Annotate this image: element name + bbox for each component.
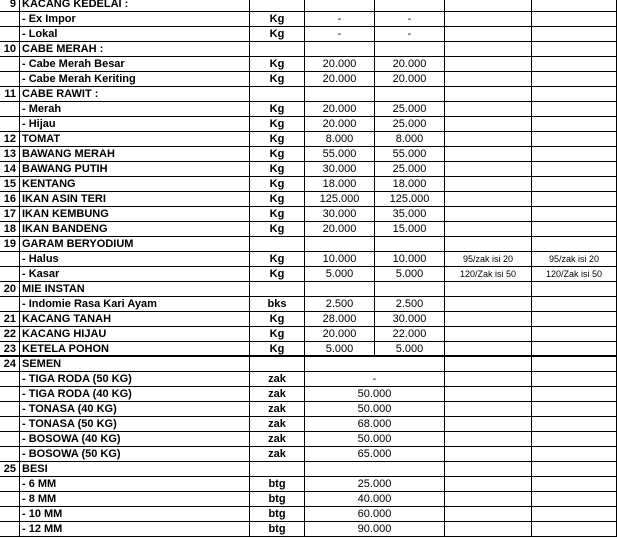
row-number-cell[interactable]: 16	[0, 192, 20, 207]
row-number-cell[interactable]: 22	[0, 327, 20, 342]
item-name-cell[interactable]: - Hijau	[20, 117, 250, 132]
table-row	[0, 312, 617, 327]
price-cell[interactable]: 20.000	[305, 57, 375, 72]
unit-cell[interactable]: Kg	[250, 312, 305, 327]
unit-cell[interactable]	[250, 0, 305, 12]
note-cell[interactable]	[445, 522, 532, 537]
price-cell[interactable]: 5.000	[305, 342, 375, 357]
price-cell[interactable]: 8.000	[375, 132, 445, 147]
unit-cell[interactable]	[250, 87, 305, 102]
price-cell[interactable]: 35.000	[375, 207, 445, 222]
note-cell[interactable]	[445, 237, 532, 252]
table-row	[0, 252, 617, 267]
price-cell[interactable]: -	[375, 27, 445, 42]
price-cell[interactable]: 28.000	[305, 312, 375, 327]
table-row	[0, 162, 617, 177]
note-cell[interactable]	[445, 207, 532, 222]
row-number-cell[interactable]: 9	[0, 0, 20, 12]
row-number-cell[interactable]: 23	[0, 342, 20, 357]
note-cell[interactable]	[445, 57, 532, 72]
item-name-cell[interactable]: - Kasar	[20, 267, 250, 282]
note-cell[interactable]	[532, 102, 617, 117]
table-row	[0, 462, 617, 477]
price-cell[interactable]: 40.000	[305, 492, 445, 507]
item-name-cell[interactable]: - 10 MM	[20, 507, 250, 522]
unit-cell[interactable]: zak	[250, 447, 305, 462]
note-cell[interactable]	[532, 507, 617, 522]
table-row	[0, 327, 617, 342]
row-number-cell[interactable]	[0, 267, 20, 282]
note-cell[interactable]	[532, 237, 617, 252]
item-name-cell[interactable]: - Lokal	[20, 27, 250, 42]
price-cell[interactable]: 30.000	[375, 312, 445, 327]
price-cell[interactable]: 18.000	[305, 177, 375, 192]
unit-cell[interactable]: Kg	[250, 132, 305, 147]
unit-cell[interactable]: Kg	[250, 222, 305, 237]
item-name-cell[interactable]: IKAN KEMBUNG	[20, 207, 250, 222]
note-cell[interactable]	[532, 57, 617, 72]
table-row	[0, 267, 617, 282]
unit-cell[interactable]: bks	[250, 297, 305, 312]
item-name-cell[interactable]: GARAM BERYODIUM	[20, 237, 250, 252]
unit-cell[interactable]: btg	[250, 492, 305, 507]
price-cell[interactable]: 20.000	[305, 222, 375, 237]
price-cell[interactable]: 68.000	[305, 417, 445, 432]
price-cell[interactable]: 5.000	[375, 342, 445, 357]
note-cell[interactable]	[532, 177, 617, 192]
item-name-cell[interactable]: - 6 MM	[20, 477, 250, 492]
item-name-cell[interactable]: - Indomie Rasa Kari Ayam	[20, 297, 250, 312]
row-number-cell[interactable]	[0, 372, 20, 387]
note-cell[interactable]	[532, 12, 617, 27]
table-row	[0, 72, 617, 87]
row-number-cell[interactable]: 17	[0, 207, 20, 222]
price-cell[interactable]	[305, 357, 445, 372]
unit-cell[interactable]: Kg	[250, 57, 305, 72]
note-cell[interactable]	[445, 507, 532, 522]
note-cell[interactable]	[445, 432, 532, 447]
item-name-cell[interactable]: KENTANG	[20, 177, 250, 192]
row-number-cell[interactable]	[0, 522, 20, 537]
price-cell[interactable]: 30.000	[305, 162, 375, 177]
price-cell[interactable]: 20.000	[305, 117, 375, 132]
price-cell[interactable]: 25.000	[375, 162, 445, 177]
note-cell[interactable]	[445, 372, 532, 387]
note-cell[interactable]	[445, 387, 532, 402]
row-number-cell[interactable]: 24	[0, 357, 20, 372]
note-cell[interactable]	[445, 42, 532, 57]
note-cell[interactable]: 95/zak isi 20	[445, 252, 532, 267]
item-name-cell[interactable]: - Merah	[20, 102, 250, 117]
note-cell[interactable]	[532, 432, 617, 447]
note-cell[interactable]	[532, 27, 617, 42]
row-number-cell[interactable]: 21	[0, 312, 20, 327]
price-cell[interactable]	[305, 42, 375, 57]
note-cell[interactable]	[532, 42, 617, 57]
note-cell[interactable]: 120/Zak isi 50	[445, 267, 532, 282]
price-cell[interactable]	[375, 282, 445, 297]
price-cell[interactable]: 55.000	[375, 147, 445, 162]
table-row	[0, 447, 617, 462]
table-row	[0, 402, 617, 417]
unit-cell[interactable]: Kg	[250, 327, 305, 342]
note-cell[interactable]	[532, 447, 617, 462]
price-cell[interactable]: 50.000	[305, 402, 445, 417]
note-cell[interactable]	[532, 117, 617, 132]
unit-cell[interactable]: zak	[250, 432, 305, 447]
table-row	[0, 207, 617, 222]
price-cell[interactable]: 10.000	[305, 252, 375, 267]
table-row	[0, 417, 617, 432]
unit-cell[interactable]: zak	[250, 387, 305, 402]
note-cell[interactable]	[445, 417, 532, 432]
price-cell[interactable]: 8.000	[305, 132, 375, 147]
note-cell[interactable]	[445, 87, 532, 102]
note-cell[interactable]	[445, 72, 532, 87]
price-cell[interactable]: 125.000	[305, 192, 375, 207]
note-cell[interactable]	[532, 522, 617, 537]
row-number-cell[interactable]	[0, 102, 20, 117]
price-cell[interactable]	[375, 0, 445, 12]
item-name-cell[interactable]: IKAN ASIN TERI	[20, 192, 250, 207]
note-cell[interactable]	[532, 492, 617, 507]
note-cell[interactable]	[532, 462, 617, 477]
unit-cell[interactable]: Kg	[250, 117, 305, 132]
note-cell[interactable]	[445, 162, 532, 177]
item-name-cell[interactable]: - Cabe Merah Keriting	[20, 72, 250, 87]
note-cell[interactable]	[445, 117, 532, 132]
note-cell[interactable]	[445, 492, 532, 507]
row-number-cell[interactable]: 20	[0, 282, 20, 297]
row-number-cell[interactable]	[0, 297, 20, 312]
table-row	[0, 27, 617, 42]
note-cell[interactable]	[445, 462, 532, 477]
unit-cell[interactable]	[250, 462, 305, 477]
table-row	[0, 297, 617, 312]
note-cell[interactable]	[445, 342, 532, 357]
unit-cell[interactable]: Kg	[250, 192, 305, 207]
note-cell[interactable]	[445, 102, 532, 117]
unit-cell[interactable]: Kg	[250, 147, 305, 162]
item-name-cell[interactable]: SEMEN	[20, 357, 250, 372]
table-row	[0, 507, 617, 522]
unit-cell[interactable]: btg	[250, 522, 305, 537]
price-cell[interactable]: 25.000	[305, 477, 445, 492]
price-cell[interactable]: 18.000	[375, 177, 445, 192]
note-cell[interactable]	[445, 357, 532, 372]
price-cell[interactable]	[305, 462, 445, 477]
note-cell[interactable]	[532, 327, 617, 342]
item-name-cell[interactable]: - BOSOWA (40 KG)	[20, 432, 250, 447]
row-number-cell[interactable]: 18	[0, 222, 20, 237]
price-cell[interactable]: 125.000	[375, 192, 445, 207]
row-number-cell[interactable]	[0, 417, 20, 432]
item-name-cell[interactable]: TOMAT	[20, 132, 250, 147]
price-cell[interactable]: 20.000	[305, 72, 375, 87]
row-number-cell[interactable]	[0, 402, 20, 417]
item-name-cell[interactable]: - TIGA RODA (50 KG)	[20, 372, 250, 387]
item-name-cell[interactable]: - Ex Impor	[20, 12, 250, 27]
table-row	[0, 387, 617, 402]
note-cell[interactable]	[445, 132, 532, 147]
item-name-cell[interactable]: - BOSOWA (50 KG)	[20, 447, 250, 462]
table-row	[0, 282, 617, 297]
unit-cell[interactable]: btg	[250, 477, 305, 492]
price-cell[interactable]: 20.000	[375, 72, 445, 87]
note-cell[interactable]	[445, 282, 532, 297]
item-name-cell[interactable]: KACANG KEDELAI :	[20, 0, 250, 12]
note-cell[interactable]	[445, 192, 532, 207]
unit-cell[interactable]: zak	[250, 417, 305, 432]
item-name-cell[interactable]: MIE INSTAN	[20, 282, 250, 297]
price-cell[interactable]: 10.000	[375, 252, 445, 267]
price-cell[interactable]	[305, 237, 375, 252]
unit-cell[interactable]: Kg	[250, 252, 305, 267]
price-cell[interactable]: 65.000	[305, 447, 445, 462]
row-number-cell[interactable]	[0, 492, 20, 507]
unit-cell[interactable]: zak	[250, 402, 305, 417]
item-name-cell[interactable]: KACANG TANAH	[20, 312, 250, 327]
item-name-cell[interactable]: - TONASA (50 KG)	[20, 417, 250, 432]
unit-cell[interactable]: Kg	[250, 27, 305, 42]
note-cell[interactable]	[532, 477, 617, 492]
table-row	[0, 192, 617, 207]
item-name-cell[interactable]: IKAN BANDENG	[20, 222, 250, 237]
row-number-cell[interactable]: 10	[0, 42, 20, 57]
unit-cell[interactable]: Kg	[250, 12, 305, 27]
row-number-cell[interactable]	[0, 387, 20, 402]
table-row	[0, 492, 617, 507]
note-cell[interactable]	[445, 402, 532, 417]
note-cell[interactable]	[445, 327, 532, 342]
table-row	[0, 42, 617, 57]
note-cell[interactable]	[532, 372, 617, 387]
price-cell[interactable]	[305, 0, 375, 12]
price-cell[interactable]: 2.500	[375, 297, 445, 312]
table-row	[0, 12, 617, 27]
item-name-cell[interactable]: - Cabe Merah Besar	[20, 57, 250, 72]
row-number-cell[interactable]: 19	[0, 237, 20, 252]
table-row	[0, 237, 617, 252]
price-cell[interactable]: 30.000	[305, 207, 375, 222]
unit-cell[interactable]	[250, 282, 305, 297]
item-name-cell[interactable]: BESI	[20, 462, 250, 477]
table-row	[0, 147, 617, 162]
note-cell[interactable]	[532, 162, 617, 177]
row-number-cell[interactable]	[0, 117, 20, 132]
price-cell[interactable]: -	[305, 12, 375, 27]
price-cell[interactable]: -	[305, 372, 445, 387]
price-cell[interactable]: 20.000	[305, 327, 375, 342]
price-cell[interactable]: 90.000	[305, 522, 445, 537]
note-cell[interactable]	[532, 147, 617, 162]
note-cell[interactable]	[532, 342, 617, 357]
note-cell[interactable]	[532, 222, 617, 237]
price-cell[interactable]	[375, 87, 445, 102]
row-number-cell[interactable]: 25	[0, 462, 20, 477]
item-name-cell[interactable]: CABE MERAH :	[20, 42, 250, 57]
table-row	[0, 372, 617, 387]
note-cell[interactable]	[532, 282, 617, 297]
unit-cell[interactable]: zak	[250, 372, 305, 387]
note-cell[interactable]	[532, 402, 617, 417]
note-cell[interactable]	[445, 447, 532, 462]
row-number-cell[interactable]	[0, 27, 20, 42]
unit-cell[interactable]	[250, 357, 305, 372]
note-cell[interactable]	[532, 357, 617, 372]
table-row	[0, 477, 617, 492]
row-number-cell[interactable]: 15	[0, 177, 20, 192]
price-cell[interactable]: -	[375, 12, 445, 27]
item-name-cell[interactable]: BAWANG PUTIH	[20, 162, 250, 177]
note-cell[interactable]	[532, 192, 617, 207]
unit-cell[interactable]: Kg	[250, 267, 305, 282]
note-cell[interactable]	[445, 177, 532, 192]
row-number-cell[interactable]	[0, 507, 20, 522]
price-cell[interactable]: 22.000	[375, 327, 445, 342]
item-name-cell[interactable]: BAWANG MERAH	[20, 147, 250, 162]
price-cell[interactable]: 20.000	[305, 102, 375, 117]
unit-cell[interactable]: Kg	[250, 177, 305, 192]
unit-cell[interactable]: Kg	[250, 102, 305, 117]
price-cell[interactable]: 2.500	[305, 297, 375, 312]
unit-cell[interactable]	[250, 237, 305, 252]
note-cell[interactable]	[532, 417, 617, 432]
table-row	[0, 102, 617, 117]
price-cell[interactable]: 60.000	[305, 507, 445, 522]
item-name-cell[interactable]: - Halus	[20, 252, 250, 267]
note-cell[interactable]	[445, 147, 532, 162]
note-cell[interactable]: 95/zak isi 20	[532, 252, 617, 267]
unit-cell[interactable]	[250, 42, 305, 57]
table-row	[0, 522, 617, 537]
row-number-cell[interactable]	[0, 57, 20, 72]
unit-cell[interactable]: btg	[250, 507, 305, 522]
note-cell[interactable]	[532, 72, 617, 87]
item-name-cell[interactable]: KETELA POHON	[20, 342, 250, 357]
price-cell[interactable]: 15.000	[375, 222, 445, 237]
unit-cell[interactable]: Kg	[250, 162, 305, 177]
unit-cell[interactable]: Kg	[250, 72, 305, 87]
note-cell[interactable]	[445, 12, 532, 27]
item-name-cell[interactable]: - 8 MM	[20, 492, 250, 507]
price-cell[interactable]: 25.000	[375, 102, 445, 117]
row-number-cell[interactable]: 13	[0, 147, 20, 162]
price-cell[interactable]: 50.000	[305, 387, 445, 402]
price-cell[interactable]: -	[305, 27, 375, 42]
table-row	[0, 432, 617, 447]
note-cell[interactable]	[445, 297, 532, 312]
row-number-cell[interactable]	[0, 447, 20, 462]
unit-cell[interactable]: Kg	[250, 207, 305, 222]
item-name-cell[interactable]: CABE RAWIT :	[20, 87, 250, 102]
price-cell[interactable]: 50.000	[305, 432, 445, 447]
table-row	[0, 0, 617, 12]
note-cell[interactable]	[532, 0, 617, 12]
table-row	[0, 132, 617, 147]
price-cell[interactable]	[305, 282, 375, 297]
price-cell[interactable]	[305, 87, 375, 102]
row-number-cell[interactable]	[0, 432, 20, 447]
row-number-cell[interactable]: 12	[0, 132, 20, 147]
price-cell[interactable]	[375, 42, 445, 57]
note-cell[interactable]	[532, 87, 617, 102]
table-row	[0, 177, 617, 192]
note-cell[interactable]	[532, 297, 617, 312]
item-name-cell[interactable]: - TONASA (40 KG)	[20, 402, 250, 417]
table-row	[0, 117, 617, 132]
row-number-cell[interactable]	[0, 252, 20, 267]
note-cell[interactable]	[532, 207, 617, 222]
table-row	[0, 222, 617, 237]
unit-cell[interactable]: Kg	[250, 342, 305, 357]
price-cell[interactable]: 55.000	[305, 147, 375, 162]
note-cell[interactable]	[445, 312, 532, 327]
row-number-cell[interactable]: 11	[0, 87, 20, 102]
price-cell[interactable]: 20.000	[375, 57, 445, 72]
table-row	[0, 357, 617, 372]
note-cell[interactable]: 120/Zak isi 50	[532, 267, 617, 282]
item-name-cell[interactable]: KACANG HIJAU	[20, 327, 250, 342]
price-cell[interactable]: 5.000	[375, 267, 445, 282]
note-cell[interactable]	[445, 0, 532, 12]
note-cell[interactable]	[445, 27, 532, 42]
note-cell[interactable]	[532, 312, 617, 327]
price-cell[interactable]: 25.000	[375, 117, 445, 132]
table-row	[0, 87, 617, 102]
price-cell[interactable]: 5.000	[305, 267, 375, 282]
row-number-cell[interactable]	[0, 12, 20, 27]
item-name-cell[interactable]: - TIGA RODA (40 KG)	[20, 387, 250, 402]
table-row	[0, 57, 617, 72]
item-name-cell[interactable]: - 12 MM	[20, 522, 250, 537]
note-cell[interactable]	[445, 222, 532, 237]
note-cell[interactable]	[532, 132, 617, 147]
table-row	[0, 342, 617, 357]
price-cell[interactable]	[375, 237, 445, 252]
row-number-cell[interactable]	[0, 72, 20, 87]
row-number-cell[interactable]: 14	[0, 162, 20, 177]
note-cell[interactable]	[445, 477, 532, 492]
note-cell[interactable]	[532, 387, 617, 402]
row-number-cell[interactable]	[0, 477, 20, 492]
